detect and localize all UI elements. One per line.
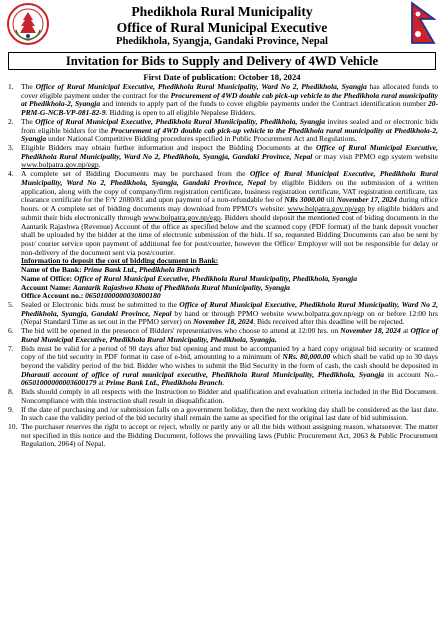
clause-text: November 18, 2024 [193,317,254,327]
clause-item [6,301,438,327]
clause-text: and intends to apply part of the funds to cover eligible payments under the Contract identification number [100,99,428,109]
clause-number: 3. [8,143,14,153]
clause-text: If the date of purchasing and /or submission falls on a government holiday, then the next working day shall be considered as the last date. In such case the validity period of the bid security shall remain the same as specified for the original last date of bid submission. [21,404,438,423]
clause-text: November 18, 2024 [340,326,401,336]
clause-text: The purchaser reserves the right to accept or reject, wholly or partly any or all the bids without assigning reason, whatsoever. The matter not specified in this notice and the Bidding Document, follows the prevailing laws (Public Procurement Act, 2063 & Public Procurement Regulation, 2064) of Nepal. [21,422,438,449]
bank-row: Name of Office: Office of Rural Municipal Executive, Phedikhola Rural Municipality, Phedikhola, Syangja [21,273,358,283]
clause-text: Office of Rural Municipal Executive, Phedikhola Rural Municipality, Ward No 2, Phedikhola, Syangja, Gandaki Province, Nepal [21,143,438,161]
municipality-name: Phedikhola Rural Municipality [131,4,313,19]
office-address: Phedikhola, Syangja, Gandaki Province, Nepal [115,36,328,47]
clause-number: 5. [8,299,14,309]
clause-text: . [222,378,225,388]
clause-text: Office of Rural Municipal Executive, Phedikhola Rural Municipality, Ward No 2, Phedikhola, Syangja, Gandaki Province, Nepal [21,169,438,187]
clause-text: Sealed or Electronic bids must be submitted to the [21,299,180,309]
clause-text: November 17, 2024 [336,195,397,205]
clause-text: during office hours. or A complete set of bidding documents may download from PPMO's website: [21,195,438,214]
publication-date: First Date of publication: October 18, 2024 [143,72,301,82]
clause-text: at [96,378,106,388]
clause-item [6,327,438,344]
clause-list [6,83,438,257]
notice-body [6,83,438,449]
bank-row: Office Account no.: 06501000000030800180 [21,291,161,301]
website-link[interactable]: www.bolpatra.gov.np/egp [287,204,366,214]
clause-number: 7. [8,343,14,353]
clause-text: or may visit PPMO egp system website [312,151,438,161]
clause-item [6,83,438,118]
clause-text: . Bids received after this deadline will be rejected. [253,317,405,327]
clause-text: under National Competitive Bidding procedures specified in Public Procurement Act and Regulations. [46,134,357,144]
nepal-flag-icon [410,1,436,45]
clause-text: Bids should comply in all respects with the Instruction to Bidder and qualification and evaluation criteria included in the Bid Document. Noncompliance with this instruction shall result in disqualification. [21,387,438,405]
clause-number: 9. [8,404,14,414]
clause-text: A complete set of Bidding Documents may be purchased from the [21,169,250,179]
clause-text: NRs. 80,000.00 [282,352,331,362]
clause-number: 2. [8,116,14,126]
clause-text: The [21,82,36,91]
bank-row: Account Name: Aantarik Rajashwa Khata of Phedikhola Rural Municipality, Syangja [21,282,290,292]
clause-number: 4. [8,169,14,179]
clause-text: by eligible bidders and submit their bids electronically through [21,204,439,222]
clause-text: The [21,116,36,126]
notice-title: Invitation for Bids to Supply and Delivery of 4WD Vehicle [8,52,436,70]
clause-text: 06501000000003600179 [21,378,97,388]
clause-text: Office of Rural Municipal Executive, Phedikhola Rural Municipality, Phedikhola, Syangja. [21,326,439,344]
clause-text: . Bidders should deposit the mentioned cost of biding documents in the Aantarik Rajashwa (Revenue) Account of the office as specified below and the scanned copy (PDF format) of the bank deposit voucher shall be uploaded by the bidder at the time of electronic submission of the bids. If so, requested Bidding Documents can also be sent by post/ courier service upon payment of additional fee for post/courier, however the Office/ Employer will not be responsible for delay or non-delivery of the document sent via post/courier. [21,212,439,257]
clause-text: Office of Rural Municipal Executive, Phedikhola Rural Municipality, Ward No 2, Phedikhola, Syangja [35,82,367,91]
clause-item [6,423,438,449]
bank-info [6,257,438,301]
clause-text: has allocated funds to cover eligible payment under the contract for the [21,82,439,100]
bank-heading: Information to deposit the cost of bidding document in Bank: [21,256,219,266]
clause-text: at [400,326,411,336]
clause-number: 10. [8,422,18,432]
clause-item [6,388,438,405]
website-link[interactable]: www.bolpatra.gov.np/egp [143,212,221,222]
clause-text: . Bidding is open to all eligible Nepalese Bidders. [105,108,256,118]
clause-text: by hand or through PPMO website www.bolpatra.gov.np/egp on or before 12:00 hrs (Nepal Standard Time as set out in the PPMO server) on [21,308,438,327]
clause-text: . [98,160,101,170]
clause-text: in account No.- [384,369,439,379]
clause-item [6,118,438,144]
clause-text: NRs 3000.00 [284,195,325,205]
clause-number: 6. [8,326,14,336]
clause-text: which shall be valid up to 30 days beyond the validity period of the bid. Bidder who wishes to submit the Bid Security in the form of cash, the cash should be deposited in [21,352,438,370]
clause-text: Procurement of 4WD double cab pick-up vehicle to the Phedikhola rural municipality at Phedikhola-2, Syangja [21,90,438,109]
clause-item [6,144,438,170]
nepal-emblem-icon [6,2,50,46]
clause-text: invites sealed and or electronic bids from eligible bidders for the [21,116,439,135]
clause-text: Office of Rural Municipal Executive, Phedikhola Rural Muniicipality, Phedikhola, Syangja [35,116,326,126]
website-link[interactable]: www.bolpatra.gov.np/egp [21,160,99,170]
clause-text: Procurement of 4WD double cab pick-up vehicle to the Phedikhola rural municipality at Phedikhola-2, Syangja [21,125,438,144]
clause-text: Eligible Bidders may obtain further information and inspect the Bidding Documents at the [21,143,316,153]
clause-list [6,301,438,449]
clause-text: The bid will be opened in the presence of Bidders' representatives who choose to attend at 12:00 hrs. on [21,326,341,336]
clause-text: till [324,195,337,205]
clause-text: Office of Rural Municipal Executive, Phedikhola Rural Municipality, Ward No 2, Phedikhola, Syangja, Gandaki Province, Nepal [21,299,438,318]
clause-text: Bids must be valid for a period of 90 days after bid opening and must be accompanied by a hard copy original bid security or scanned copy of the bid security in PDF format in case of e-bid, amounting to a minimum of [21,343,438,362]
clause-text: 20-PRM-G-NCB-VP-081-82-9 [21,99,439,118]
clause-number: 8. [8,387,14,397]
clause-number: 1. [8,82,14,91]
bank-row: Name of the Bank: Prime Bank Ltd., Phedikhola Branch [21,265,201,275]
clause-item [6,170,438,257]
clause-text: Prime Bank Ltd., Phedikhola Branch [105,378,223,388]
clause-text: Dharauti account of office of rural municipal executive, Phedikhola Rural Municipality, Phedikhola, Syangja [21,369,385,379]
clause-item [6,406,438,423]
clause-text: by eligible Bidders on the submission of a written application, along with the copy of company/firm registration certificate, business registration certificate, VAT registration certificate, tax clearance certificate for the F/Y 2080/81 and upon payment of a non-refundable fee of [21,177,438,205]
clause-item [6,345,438,389]
office-name: Office of Rural Municipal Executive [116,19,328,35]
